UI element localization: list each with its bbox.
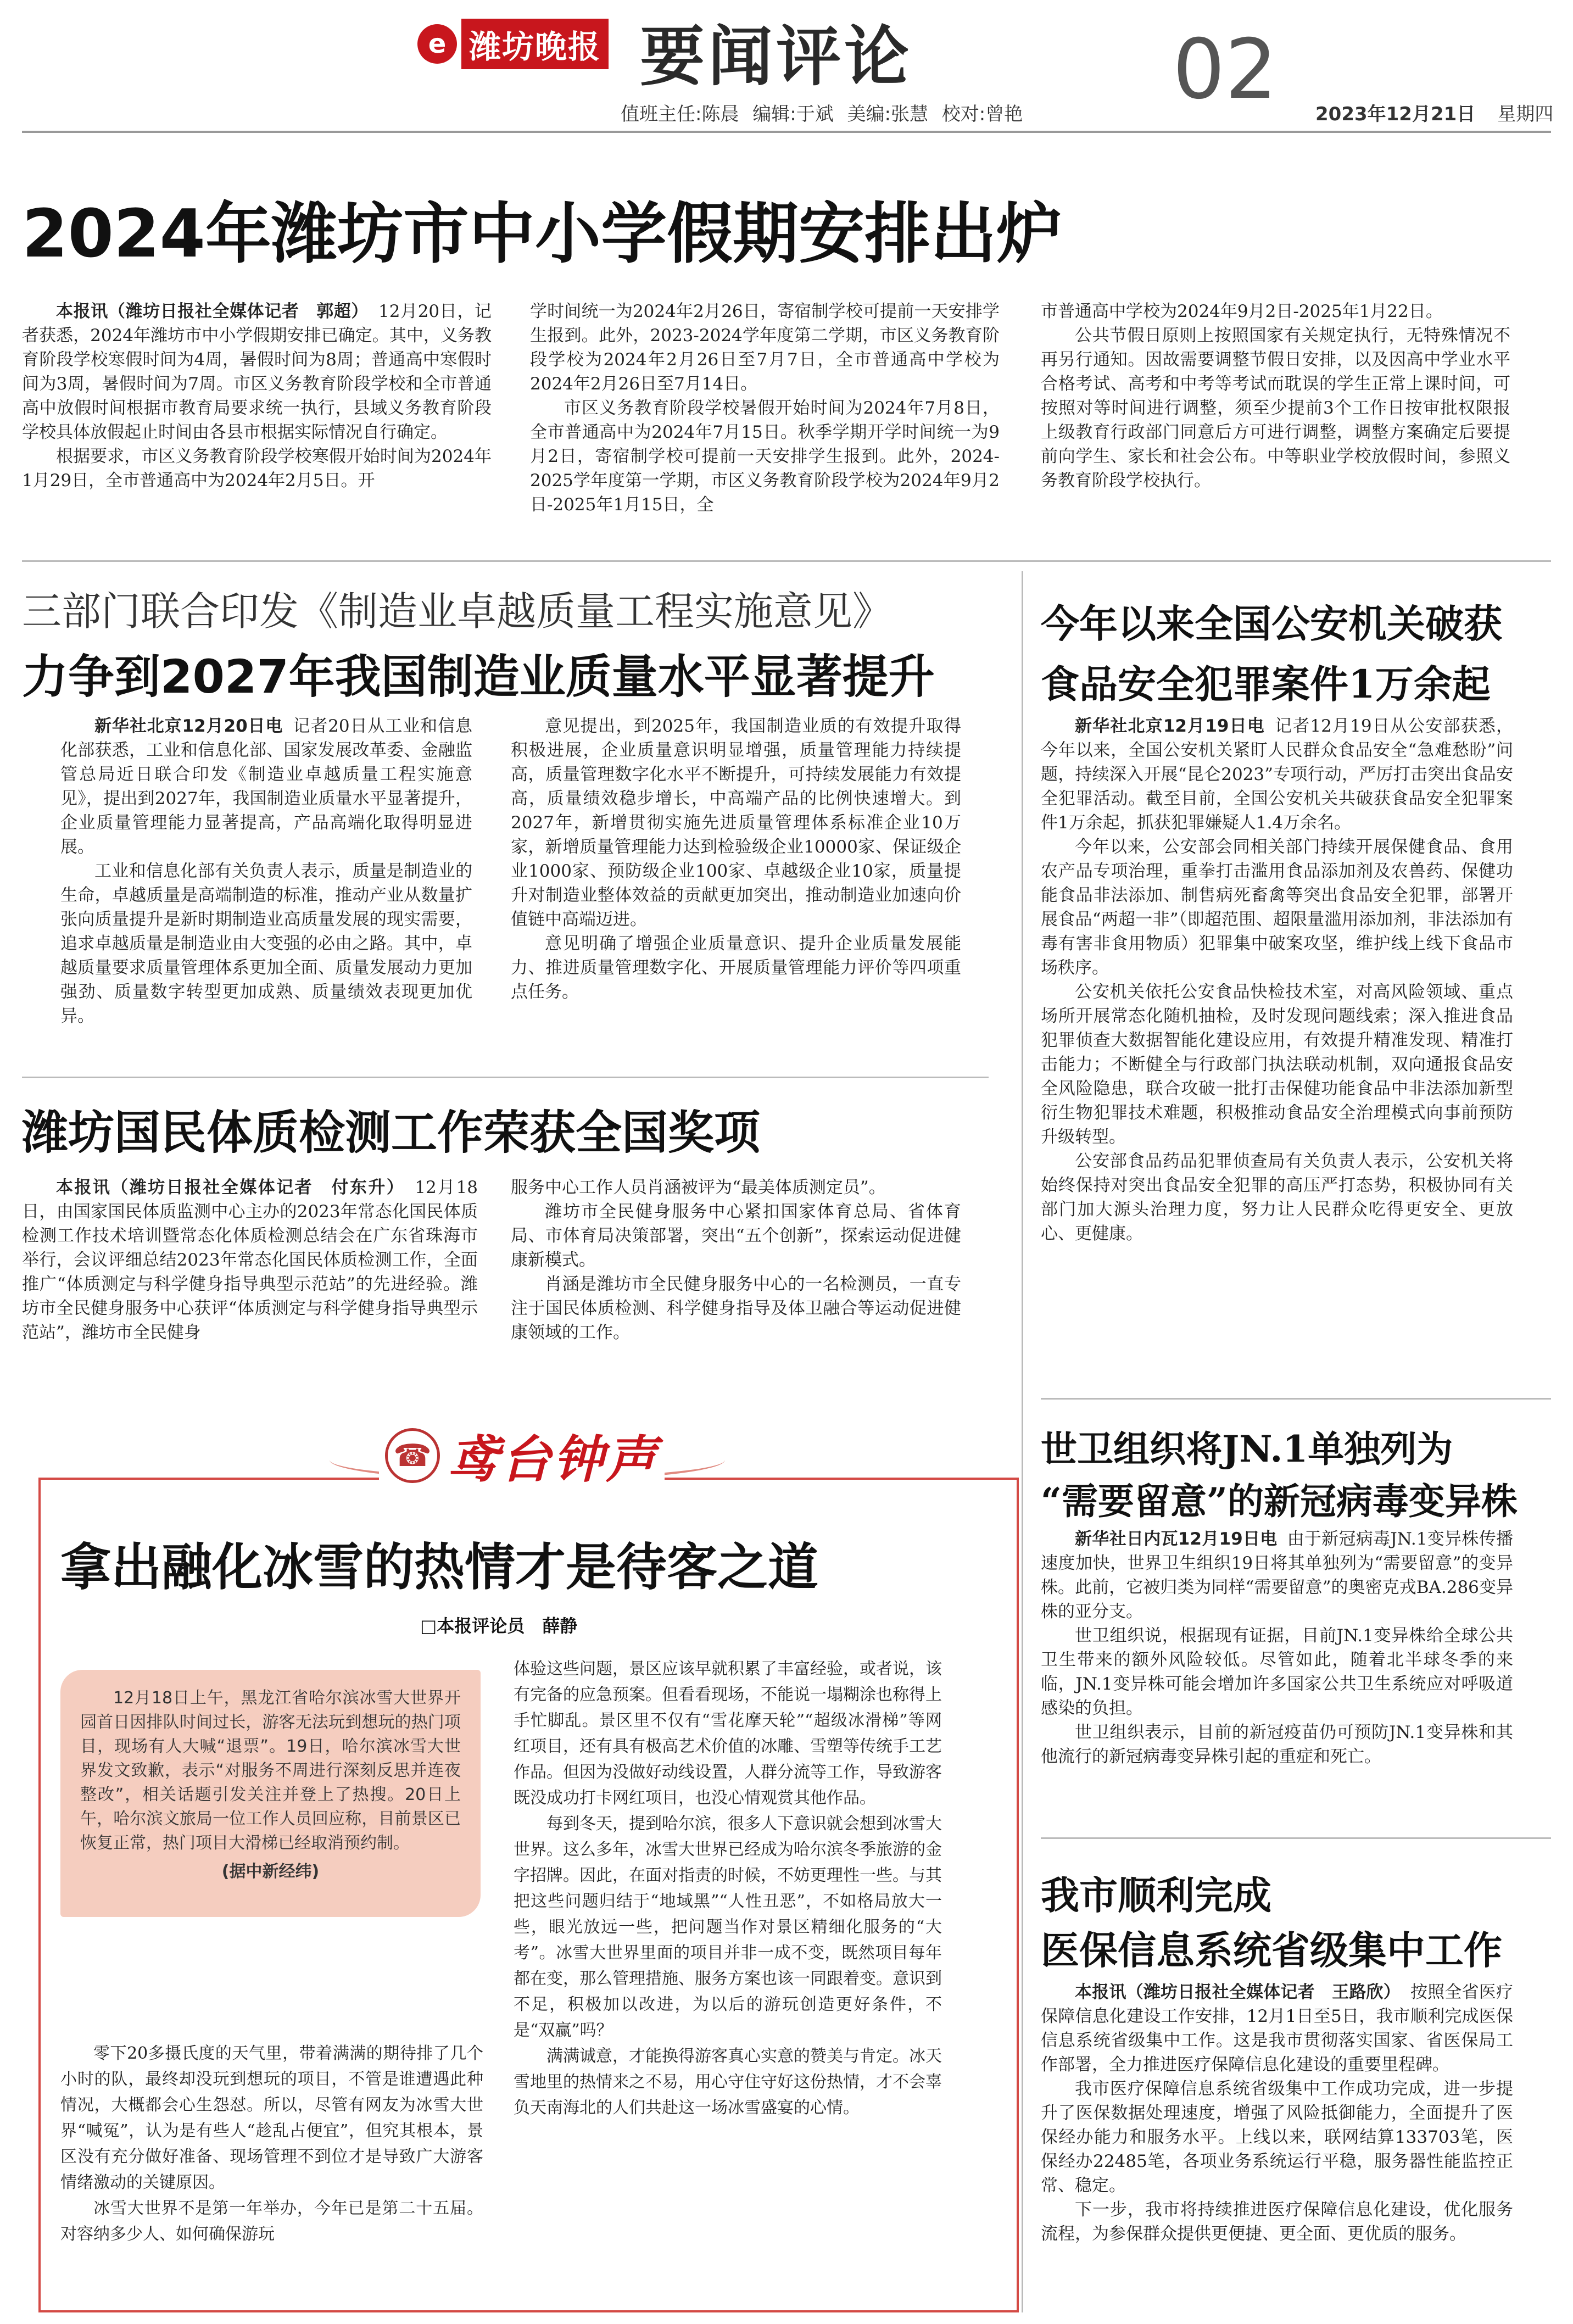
lead-headline: 2024年潍坊市中小学假期安排出炉: [22, 196, 1062, 272]
news-quote-source: (据中新经纬): [221, 1862, 320, 1881]
fitness-dateline: 本报讯（潍坊日报社全媒体记者 付东升）: [56, 1178, 405, 1197]
newspaper-brand: [417, 16, 615, 71]
medical-body: [1041, 1980, 1513, 2246]
commentary-p1: 零下20多摄氏度的天气里，带着满满的期待排了几个小时的队，最终却没玩到想玩的项目，不管是谁遭遇此种情况，大概都会心生怨怼。所以，尽管有网友为冰雪大世界“喊冤”，认为是有些人“趁乱占便宜”，但究其根本，景区没有充分做好准备、现场管理不到位才是导致广大游客情绪激动的关键原因。: [60, 2044, 483, 2192]
manufacturing-divider: [22, 1077, 989, 1078]
police-p1: 记者12月19日从公安部获悉，今年以来，全国公安机关紧盯人民群众食品安全“急难愁盼”问题，持续深入开展“昆仑2023”专项行动，严厉打击突出食品安全犯罪活动。截至目前，全国公安机关共破获食品安全犯罪案件1万余起，抓获犯罪嫌疑人1.4万余名。: [1041, 716, 1513, 833]
weekday-text: 星期四: [1497, 103, 1554, 125]
brand-logo-icon: e: [417, 24, 457, 64]
manufacturing-col-2: [511, 714, 961, 1004]
commentary-p4: 每到冬天，提到哈尔滨，很多人下意识就会想到冰雪大世界。这么多年，冰雪大世界已经成为哈尔滨冬季旅游的金字招牌。因此，在面对指责的时候，不妨更理性一些。与其把这些问题归结于“地域黑”“人性丑恶”，不如格局放大一些，眼光放远一些，把问题当作对景区精细化服务的“大考”。冰雪大世界里面的项目并非一成不变，既然项目每年都在变，那么管理措施、服务方案也该一同跟着变。意识到不足，积极加以改进，为以后的游玩创造更好条件，不是“双赢”吗？: [514, 1814, 942, 2040]
commentary-col-right: [514, 1656, 942, 2121]
lead-p5: 市普通高中学校为2024年9月2日-2025年1月22日。: [1041, 302, 1443, 321]
manufacturing-dateline: 新华社北京12月20日电: [94, 716, 283, 736]
manufacturing-kicker: 三部门联合印发《制造业卓越质量工程实施意见》: [22, 588, 893, 634]
manufacturing-col-1: [60, 714, 472, 1028]
medical-p3: 下一步，我市将持续推进医疗保障信息化建设，优化服务流程，为参保群众提供更便捷、更全面、更优质的服务。: [1041, 2200, 1513, 2244]
who-p3: 世卫组织表示，目前的新冠疫苗仍可预防JN.1变异株和其他流行的新冠病毒变异株引起的重症和死亡。: [1041, 1723, 1513, 1766]
section-title: 要闻评论: [640, 18, 913, 94]
commentary-p2: 冰雪大世界不是第一年举办，今年已是第二十五届。对容纳多少人、如何确保游玩: [60, 2199, 483, 2244]
fitness-p1: 12月18日，由国家国民体质监测中心主办的2023年常态化国民体质检测工作技术培训暨常态化体质检测总结会在广东省珠海市举行，会议评细总结2023年常态化国民体质检测工作，全面推广“体质测定与科学健身指导典型示范站”的先进经验。潍坊市全民健身服务中心获评“体质测定与科学健身指导典型示范站”，潍坊市全民健身: [22, 1178, 478, 1342]
who-headline-line-1: 世卫组织将JN.1单独列为: [1041, 1428, 1453, 1470]
issue-date: [1315, 99, 1553, 126]
police-headline-line-1: 今年以来全国公安机关破获: [1041, 601, 1502, 647]
manufacturing-p1: 记者20日从工业和信息化部获悉，工业和信息化部、国家发展改革委、金融监管总局近日联合印发《制造业卓越质量工程实施意见》，提出到2027年，我国制造业质量水平显著提升，企业质量管理能力显著提高，产品高端化取得明显进展。: [60, 716, 472, 857]
medical-p2: 我市医疗保障信息系统省级集中工作成功完成，进一步提升了医保数据处理速度，增强了风险抵御能力，全面提升了医保经办能力和服务水平。上线以来，联网结算133703笔，医保经办22485笔，各项业务系统运行平稳，服务器性能监控正常、稳定。: [1041, 2079, 1513, 2195]
manufacturing-headline: 力争到2027年我国制造业质量水平显著提升: [22, 650, 935, 704]
lead-divider: [22, 560, 1551, 562]
commentary-p5: 满满诚意，才能换得游客真心实意的赞美与肯定。冰天雪地里的热情来之不易，用心守住守好这份热情，才不会辜负天南海北的人们共赴这一场冰雪盛宴的心情。: [514, 2047, 942, 2117]
lead-p1: 12月20日，记者获悉，2024年潍坊市中小学假期安排已确定。其中，义务教育阶段学校寒假时间为4周，暑假时间为8周；普通高中寒假时间为3周，暑假时间为7周。市区义务教育阶段学校和全市普通高中放假时间根据市教育局要求统一执行，县域义务教育阶段学校具体放假起止时间由各县市根据实际情况自行确定。: [22, 302, 492, 442]
police-body: [1041, 714, 1513, 1246]
manufacturing-p2: 工业和信息化部有关负责人表示，质量是制造业的生命，卓越质量是高端制造的标准，推动产业从数量扩张向质量提升是新时期制造业高质量发展的现实需要，追求卓越质量是制造业由大变强的必由之路。其中，卓越质量要求质量管理体系更加全面、质量发展动力更加强劲、质量数字转型更加成熟、质量绩效表现更加优异。: [60, 861, 472, 1026]
masthead-divider: [22, 131, 1551, 133]
fitness-col-1: [22, 1175, 478, 1345]
fitness-p4: 肖涵是潍坊市全民健身服务中心的一名检测员，一直专注于国民体质检测、科学健身指导及体卫融合等运动促进健康领域的工作。: [511, 1274, 961, 1342]
who-body: [1041, 1527, 1513, 1769]
news-quote-text: 12月18日上午，黑龙江省哈尔滨冰雪大世界开园首日因排队时间过长，游客无法玩到想玩的热门项目，现场有人大喊“退票”。19日，哈尔滨冰雪大世界发文致歉，表示“对服务不周进行深刻反思并连夜整改”，相关话题引发关注并登上了热搜。20日上午，哈尔滨文旅局一位工作人员回应称，目前景区已恢复正常，热门项目大滑梯已经取消预约制。: [80, 1688, 461, 1853]
commentary-col-left: [60, 2041, 483, 2247]
lead-p4: 市区义务教育阶段学校暑假开始时间为2024年7月8日，全市普通高中为2024年7月15日。秋季学期开学时间统一为9月2日，寄宿制学校可提前一天安排学生报到。此外，2024-2025学年度第一学期，市区义务教育阶段学校为2024年9月2日-2025年1月15日，全: [530, 398, 1000, 515]
who-divider: [1041, 1837, 1551, 1839]
police-headline-line-2: 食品安全犯罪案件1万余起: [1041, 661, 1491, 707]
manufacturing-p4: 意见明确了增强企业质量意识、提升企业质量发展能力、推进质量管理数字化、开展质量管理能力评价等四项重点任务。: [511, 934, 961, 1002]
fitness-headline: 潍坊国民体质检测工作荣获全国奖项: [22, 1106, 761, 1160]
news-quote: [80, 1686, 461, 1884]
lead-p2: 根据要求，市区义务教育阶段学校寒假开始时间为2024年1月29日，全市普通高中为2024年2月5日。开: [22, 447, 492, 491]
bell-icon: ☎: [385, 1428, 440, 1483]
who-p2: 世卫组织说，根据现有证据，目前JN.1变异株给全球公共卫生带来的额外风险较低。尽管如此，随着北半球冬季的来临，JN.1变异株可能会增加许多国家公共卫生系统应对呼吸道感染的负担。: [1041, 1626, 1513, 1718]
lead-col-2: [530, 299, 1000, 517]
lead-col-3: [1041, 299, 1510, 493]
editorial-credits: 值班主任:陈晨 编辑:于斌 美编:张慧 校对:曾艳: [621, 103, 1023, 125]
news-quote-box: [60, 1670, 481, 1917]
who-headline-line-2: “需要留意”的新冠病毒变异株: [1041, 1480, 1518, 1523]
police-p2: 今年以来，公安部会同相关部门持续开展保健食品、食用农产品专项治理，重拳打击滥用食品添加剂及农兽药、保健功能食品非法添加、制售病死畜禽等突出食品安全犯罪，部署开展食品“两超一非”（即超范围、超限量滥用添加剂，非法添加有毒有害非食用物质）犯罪集中破案攻坚，维护线上线下食品市场秩序。: [1041, 837, 1513, 978]
commentary-byline: □本报评论员 薛静: [420, 1615, 578, 1636]
date-text: 2023年12月21日: [1315, 103, 1476, 125]
commentary-headline: 拿出融化冰雪的热情才是待客之道: [60, 1538, 819, 1597]
medical-p1: 按照全省医疗保障信息化建设工作安排，12月1日至5日，我市顺利完成医保信息系统省级集中工作。这是我市贯彻落实国家、省医保局工作部署，全力推进医疗保障信息化建设的重要里程碑。: [1041, 1982, 1514, 2075]
medical-dateline: 本报讯（潍坊日报社全媒体记者 王路欣）: [1075, 1982, 1401, 2002]
lead-p6: 公共节假日原则上按照国家有关规定执行，无特殊情况不再另行通知。因故需要调整节假日安排，以及因高中学业水平合格考试、高考和中考等考试而耽误的学生正常上课时间，可按照对等时间进行调整，须至少提前3个工作日按审批权限报上级教育行政部门同意后方可进行调整，调整方案确定后要提前向学生、家长和社会公布。中等职业学校放假时间，参照义务教育阶段学校执行。: [1041, 326, 1510, 491]
page-number: 02: [1173, 22, 1278, 118]
commentary-p3: 体验这些问题，景区应该早就积累了丰富经验，或者说，该有完备的应急预案。但看看现场，不能说一塌糊涂也称得上手忙脚乱。景区里不仅有“雪花摩天轮”“超级冰滑梯”等网红项目，还有具有极高艺术价值的冰雕、雪塑等传统手工艺作品。但因为没做好动线设置，人群分流等工作，导致游客既没成功打卡网红项目，也没心情观赏其他作品。: [514, 1659, 942, 1808]
column-badge: [379, 1420, 665, 1491]
police-p3: 公安机关依托公安食品快检技术室，对高风险领域、重点场所开展常态化随机抽检，及时发现问题线索；深入推进食品犯罪侦查大数据智能化建设应用，有效提升精准发现、精准打击能力；不断健全与行政部门执法联动机制，双向通报食品安全风险隐患，联合攻破一批打击保健功能食品中非法添加新型衍生物犯罪技术难题，积极推动食品安全治理模式向事前预防升级转型。: [1041, 982, 1513, 1147]
fitness-p2: 服务中心工作人员肖涵被评为“最美体质测定员”。: [511, 1178, 886, 1197]
medical-headline-line-1: 我市顺利完成: [1041, 1872, 1271, 1918]
right-column-divider: [1022, 571, 1023, 2312]
police-p4: 公安部食品药品犯罪侦查局有关负责人表示，公安机关将始终保持对突出食品安全犯罪的高压严打态势，积极协同有关部门加大源头治理力度，努力让人民群众吃得更安全、更放心、更健康。: [1041, 1151, 1513, 1244]
lead-col-1: [22, 299, 492, 493]
column-name: 鸢台钟声: [447, 1430, 659, 1489]
police-divider: [1041, 1398, 1551, 1400]
police-dateline: 新华社北京12月19日电: [1075, 716, 1265, 736]
fitness-p3: 潍坊市全民健身服务中心紧扣国家体育总局、省体育局、市体育局决策部署，突出“五个创新”，探索运动促进健康新模式。: [511, 1202, 961, 1270]
who-p1: 由于新冠病毒JN.1变异株传播速度加快，世界卫生组织19日将其单独列为“需要留意”的变异株。此前，它被归类为同样“需要留意”的奥密克戎BA.286变异株的亚分支。: [1041, 1529, 1513, 1621]
fitness-col-2: [511, 1175, 961, 1345]
who-dateline: 新华社日内瓦12月19日电: [1075, 1529, 1278, 1549]
manufacturing-p3: 意见提出，到2025年，我国制造业质的有效提升取得积极进展，企业质量意识明显增强，质量管理能力持续提高，质量管理数字化水平不断提升，可持续发展能力有效提高，质量绩效稳步增长，中高端产品的比例快速增大。到2027年，新增贯彻实施先进质量管理体系标准企业10万家，新增质量管理能力达到检验级企业10000家、保证级企业1000家、预防级企业100家、卓越级企业10家，质量提升对制造业整体效益的贡献更加突出，推动制造业加速向价值链中高端迈进。: [511, 716, 961, 929]
brand-name: 潍坊晚报: [461, 19, 609, 69]
medical-headline-line-2: 医保信息系统省级集中工作: [1041, 1927, 1502, 1973]
lead-dateline: 本报讯（潍坊日报社全媒体记者 郭超）: [56, 302, 369, 321]
lead-p3: 学时间统一为2024年2月26日，寄宿制学校可提前一天安排学生报到。此外，2023-2024学年度第二学期，市区义务教育阶段学校为2024年2月26日至7月7日，全市普通高中学校为2024年2月26日至7月14日。: [530, 302, 1000, 394]
